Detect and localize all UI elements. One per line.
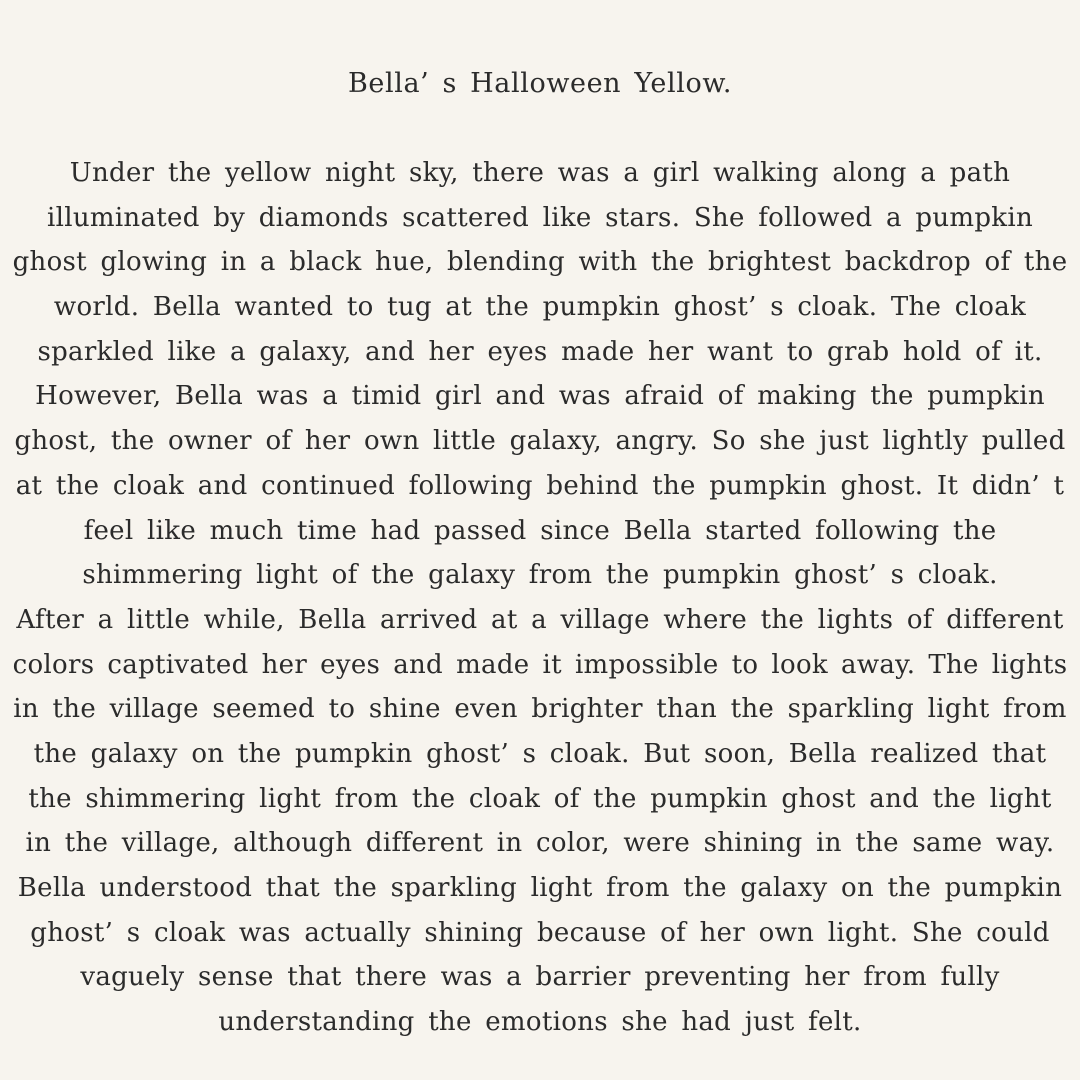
story-line: in the village seemed to shine even brighter than the sparkling light from	[13, 694, 1067, 725]
story-line: shimmering light of the galaxy from the pumpkin ghost’ s cloak.	[82, 560, 998, 591]
story-line: sparkled like a galaxy, and her eyes made her want to grab hold of it.	[37, 336, 1043, 367]
story-line: world. Bella wanted to tug at the pumpkin ghost’ s cloak. The cloak	[53, 292, 1027, 323]
story-title: Bella’ s Halloween Yellow.	[347, 68, 733, 99]
story-line: in the village, although different in color, were shining in the same way.	[25, 828, 1055, 859]
story-line: However, Bella was a timid girl and was afraid of making the pumpkin	[35, 381, 1045, 412]
story-line: feel like much time had passed since Bella started following the	[83, 515, 997, 546]
story-line: understanding the emotions she had just felt.	[218, 1007, 862, 1038]
story-line: ghost glowing in a black hue, blending with the brightest backdrop of the	[12, 247, 1068, 278]
story-line: Bella understood that the sparkling light from the galaxy on the pumpkin	[17, 873, 1063, 903]
story-line: ghost, the owner of her own little galaxy, angry. So she just lightly pulled	[14, 426, 1066, 457]
story-line: Under the yellow night sky, there was a girl walking along a path	[69, 158, 1011, 188]
story-line: vaguely sense that there was a barrier preventing her from fully	[80, 962, 1000, 993]
story-line: ghost’ s cloak was actually shining because of her own light. She could	[30, 917, 1050, 948]
story-line: at the cloak and continued following behind the pumpkin ghost. It didn’ t	[15, 470, 1065, 501]
story-line: the shimmering light from the cloak of the pumpkin ghost and the light	[28, 783, 1052, 814]
story-body	[0, 151, 1080, 1045]
story-line: After a little while, Bella arrived at a village where the lights of different	[16, 604, 1064, 635]
story-line: illuminated by diamonds scattered like stars. She followed a pumpkin	[46, 202, 1034, 233]
story-line: colors captivated her eyes and made it impossible to look away. The lights	[12, 649, 1068, 680]
story-line: the galaxy on the pumpkin ghost’ s cloak. But soon, Bella realized that	[33, 738, 1047, 769]
